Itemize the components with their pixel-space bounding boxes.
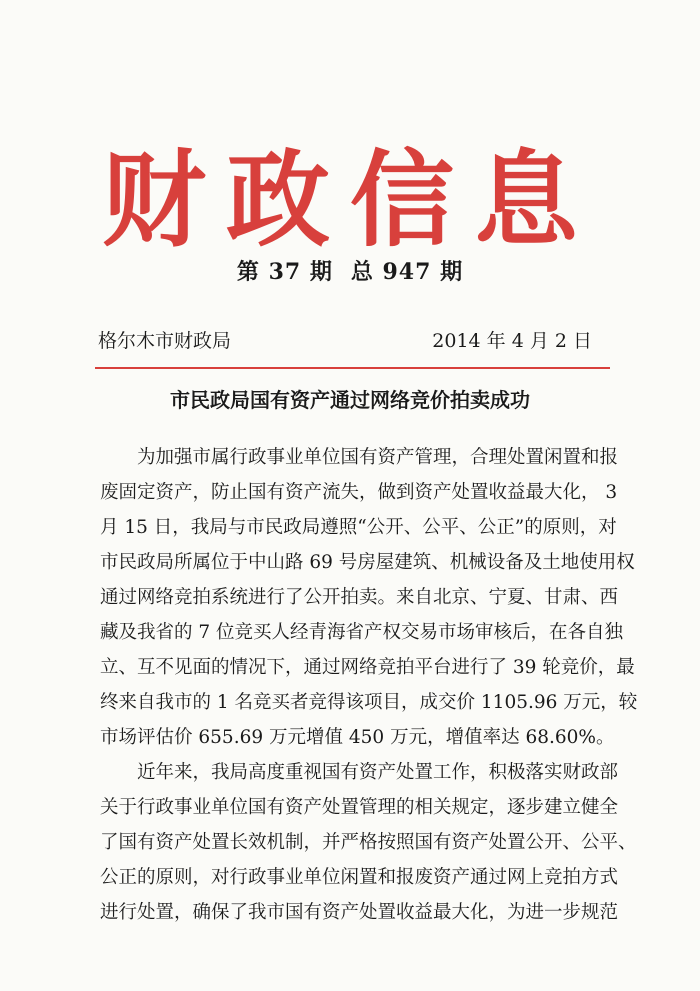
body-line: 关于行政事业单位国有资产处置管理的相关规定，逐步建立健全 [100, 797, 619, 818]
body-line: 立、互不见面的情况下，通过网络竞拍平台进行了 39 轮竞价，最 [100, 657, 635, 678]
body-line: 进行处置，确保了我市国有资产处置收益最大化，为进一步规范 [100, 902, 619, 923]
publish-date: 2014 年 4 月 2 日 [432, 330, 592, 352]
body-line: 了国有资产处置长效机制，并严格按照国有资产处置公开、公平、 [100, 832, 637, 853]
issue-number: 第 37 期 [236, 259, 333, 285]
body-line: 为加强市属行政事业单位国有资产管理，合理处置闲置和报 [137, 447, 619, 468]
body-line: 市民政局所属位于中山路 69 号房屋建筑、机械设备及土地使用权 [100, 552, 635, 573]
body-line: 废固定资产，防止国有资产流失，做到资产处置收益最大化， 3 [100, 482, 618, 503]
body-line: 近年来，我局高度重视国有资产处置工作，积极落实财政部 [137, 762, 619, 783]
article-body [100, 440, 638, 930]
body-line: 月 15 日，我局与市民政局遵照“公开、公平、公正”的原则，对 [100, 517, 617, 538]
issue-line [0, 255, 700, 286]
masthead-title: 财政信息 [101, 138, 598, 261]
body-line: 公正的原则，对行政事业单位闲置和报废资产通过网上竞拍方式 [100, 867, 619, 888]
total-issue-number: 总 947 期 [350, 259, 464, 285]
body-line: 市场评估价 655.69 万元增值 450 万元，增值率达 68.60%。 [100, 727, 615, 748]
body-line: 通过网络竞拍系统进行了公开拍卖。来自北京、宁夏、甘肃、西 [100, 587, 619, 608]
red-divider [95, 367, 610, 369]
article-headline: 市民政局国有资产通过网络竞价拍卖成功 [170, 388, 530, 412]
body-line: 终来自我市的 1 名竞买者竞得该项目，成交价 1105.96 万元，较 [100, 692, 638, 713]
department-name: 格尔木市财政局 [98, 330, 232, 352]
body-line: 藏及我省的 7 位竞买人经青海省产权交易市场审核后，在各自独 [100, 622, 624, 643]
